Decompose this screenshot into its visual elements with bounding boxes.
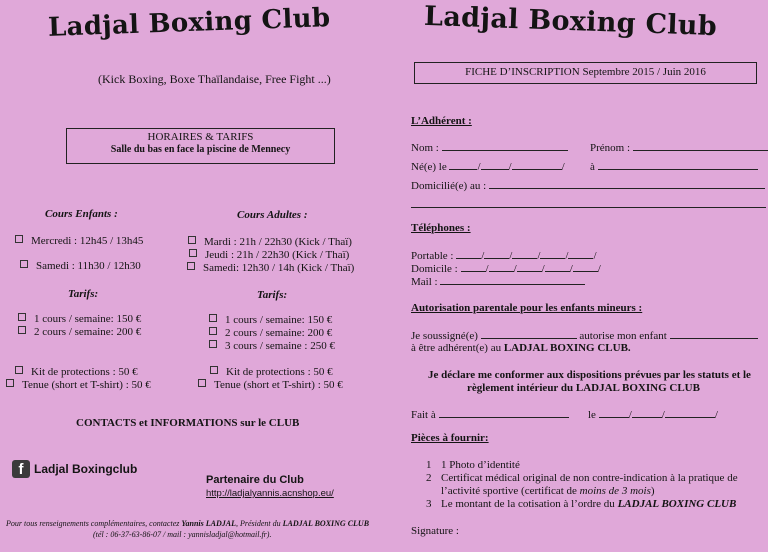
adults-tarifs-heading: Tarifs: xyxy=(257,289,288,301)
portable-field[interactable]: Portable : / / / / / xyxy=(411,250,597,262)
prenom-field[interactable]: Prénom : xyxy=(590,140,768,154)
soussigne-field[interactable]: Je soussigné(e) autorise mon enfant xyxy=(411,328,758,342)
declaration-line-2: règlement intérieur du LADJAL BOXING CLUB xyxy=(467,382,700,394)
checkbox[interactable] xyxy=(189,249,197,257)
date-field[interactable]: le / / / xyxy=(588,409,718,421)
declaration-line-1: Je déclare me conformer aux dispositions prévues par les statuts et le xyxy=(428,369,751,381)
checkbox[interactable] xyxy=(20,260,28,268)
mail-field[interactable]: Mail : xyxy=(411,274,585,288)
hours-box xyxy=(66,128,335,164)
domicile-tel-field[interactable]: Domicile : / / / / / xyxy=(411,263,601,275)
address-line-2[interactable] xyxy=(411,207,766,208)
kids-session[interactable]: Samedi : 11h30 / 12h30 xyxy=(20,260,141,272)
checkbox[interactable] xyxy=(188,236,196,244)
kids-outfit[interactable]: Tenue (short et T-shirt) : 50 € xyxy=(6,379,151,391)
piece-item: 2 Certificat médical original de non contre-indication à la pratique de xyxy=(426,472,738,484)
footer-line: Pour tous renseignements complémentaires, contactez Yannis LADJAL, Président du LADJAL BOXING CLUB xyxy=(6,519,370,528)
adults-kit[interactable]: Kit de protections : 50 € xyxy=(210,366,333,378)
ne-le-field[interactable]: Né(e) le / / / xyxy=(411,161,565,173)
piece-item: 1 1 Photo d’identité xyxy=(426,459,520,471)
adults-tarif[interactable]: 1 cours / semaine: 150 € xyxy=(209,314,332,326)
kids-tarif[interactable]: 2 cours / semaine: 200 € xyxy=(18,326,141,338)
pieces-heading: Pièces à fournir: xyxy=(411,432,489,444)
facebook-label: Ladjal Boxingclub xyxy=(34,462,138,476)
checkbox[interactable] xyxy=(209,340,217,348)
checkbox[interactable] xyxy=(18,313,26,321)
partner-link[interactable]: http://ladjalyannis.acnshop.eu/ xyxy=(206,488,334,499)
adherent-heading: L’Adhérent : xyxy=(411,115,472,127)
autorisation-heading: Autorisation parentale pour les enfants mineurs : xyxy=(411,302,643,314)
nom-field[interactable]: Nom : xyxy=(411,140,568,154)
adults-tarif[interactable]: 2 cours / semaine: 200 € xyxy=(209,327,332,339)
adults-session[interactable]: Samedi: 12h30 / 14h (Kick / Thaï) xyxy=(187,262,354,274)
checkbox[interactable] xyxy=(209,327,217,335)
lieu-naissance-field[interactable]: à xyxy=(590,159,758,173)
checkbox[interactable] xyxy=(18,326,26,334)
piece-item-continued: l’activité sportive (certificat de moins de 3 mois) xyxy=(441,485,655,497)
checkbox[interactable] xyxy=(15,235,23,243)
fait-a-field[interactable]: Fait à xyxy=(411,407,569,421)
left-club-title: Ladjal Boxing Club xyxy=(47,3,331,43)
checkbox[interactable] xyxy=(187,262,195,270)
adults-session[interactable]: Mardi : 21h / 22h30 (Kick / Thaï) xyxy=(188,236,352,248)
kids-kit[interactable]: Kit de protections : 50 € xyxy=(15,366,138,378)
kids-tarif[interactable]: 1 cours / semaine: 150 € xyxy=(18,313,141,325)
contacts-heading: CONTACTS et INFORMATIONS sur le CLUB xyxy=(76,417,300,429)
disciplines-text: (Kick Boxing, Boxe Thaïlandaise, Free Fight ...) xyxy=(98,72,331,86)
footer-contact: (tél : 06-37-63-86-07 / mail : yannisladjal@hotmail.fr). xyxy=(93,530,272,539)
hours-title: HORAIRES & TARIFS xyxy=(147,131,254,143)
facebook-link[interactable] xyxy=(12,460,137,478)
signature-field[interactable]: Signature : xyxy=(411,525,459,537)
kids-tarifs-heading: Tarifs: xyxy=(68,288,99,300)
partner-label: Partenaire du Club xyxy=(206,474,304,486)
domicile-field[interactable]: Domicilié(e) au : xyxy=(411,178,765,192)
facebook-icon: f xyxy=(12,460,30,478)
piece-item: 3 Le montant de la cotisation à l’ordre du LADJAL BOXING CLUB xyxy=(426,498,737,510)
checkbox[interactable] xyxy=(210,366,218,374)
etre-adherent-text: à être adhérent(e) au LADJAL BOXING CLUB. xyxy=(411,342,631,354)
adults-outfit[interactable]: Tenue (short et T-shirt) : 50 € xyxy=(198,379,343,391)
checkbox[interactable] xyxy=(6,379,14,387)
checkbox[interactable] xyxy=(198,379,206,387)
hours-location: Salle du bas en face la piscine de Mennecy xyxy=(110,144,291,155)
fiche-title: FICHE D’INSCRIPTION Septembre 2015 / Juin 2016 xyxy=(465,66,706,78)
adults-heading: Cours Adultes : xyxy=(237,209,308,221)
checkbox[interactable] xyxy=(15,366,23,374)
fiche-title-box xyxy=(414,62,757,84)
right-club-title: Ladjal Boxing Club xyxy=(423,0,718,43)
checkbox[interactable] xyxy=(209,314,217,322)
kids-heading: Cours Enfants : xyxy=(45,208,118,220)
kids-session[interactable]: Mercredi : 12h45 / 13h45 xyxy=(15,235,143,247)
adults-session[interactable]: Jeudi : 21h / 22h30 (Kick / Thaï) xyxy=(189,249,349,261)
adults-tarif[interactable]: 3 cours / semaine : 250 € xyxy=(209,340,335,352)
telephones-heading: Téléphones : xyxy=(411,222,471,234)
